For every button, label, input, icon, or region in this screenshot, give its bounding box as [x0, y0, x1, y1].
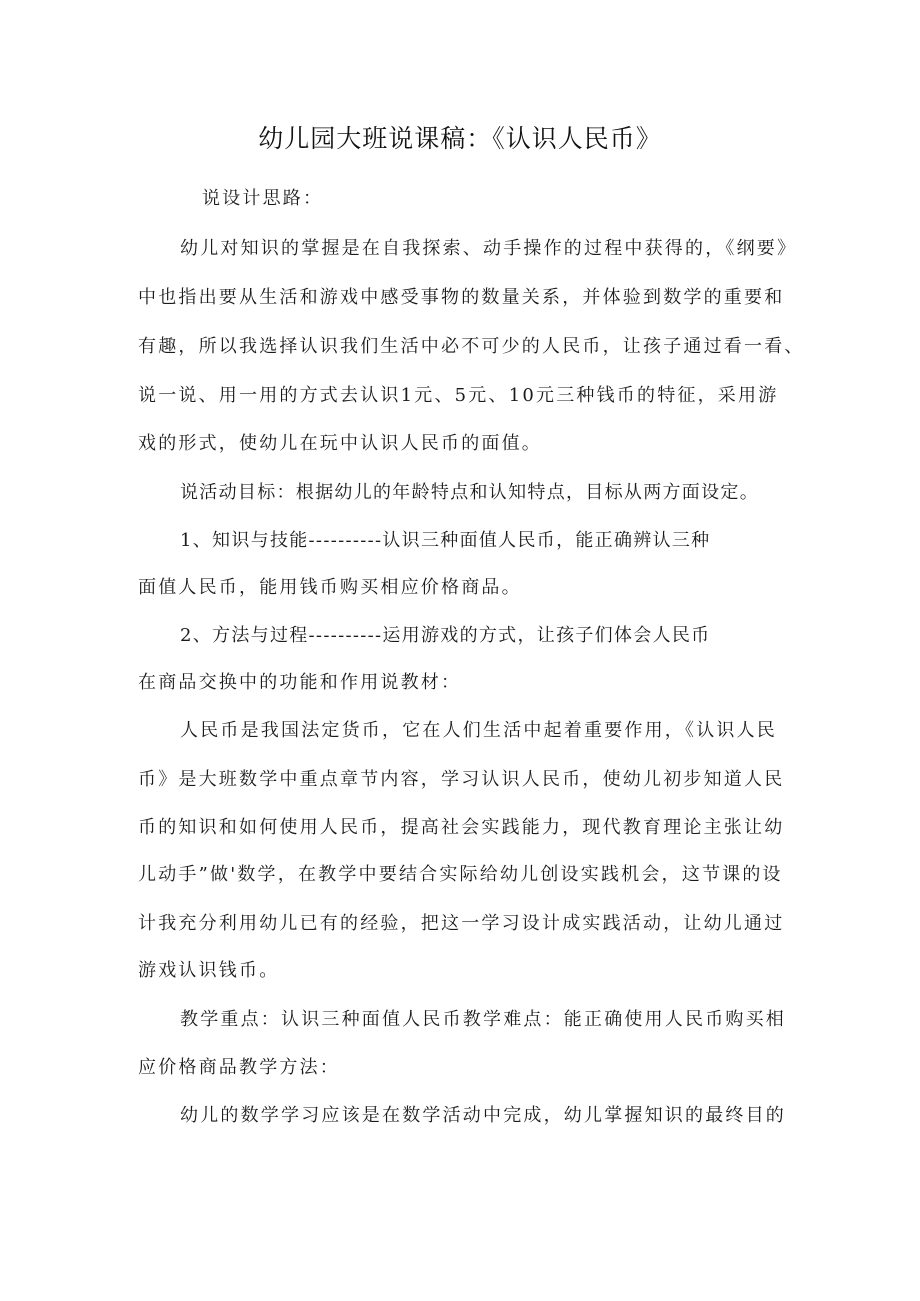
paragraph-line: 儿动手”做'数学，在教学中要结合实际给幼儿创设实践机会，这节课的设	[138, 864, 783, 885]
paragraph-line: 2、方法与过程----------运用游戏的方式，让孩子们体会人民币	[180, 625, 711, 646]
paragraph-line: 在商品交换中的功能和作用说教材：	[138, 672, 462, 693]
heading-design-idea: 说设计思路：	[202, 188, 324, 209]
paragraph-line: 游戏认识钱币。	[138, 960, 280, 981]
paragraph-line: 教学重点：认识三种面值人民币教学难点：能正确使用人民币购买相	[180, 1009, 786, 1030]
paragraph-line: 说一说、用一用的方式去认识1元、5元、10元三种钱币的特征，采用游	[138, 385, 779, 406]
document-title: 幼儿园大班说课稿：《认识人民币》	[258, 124, 662, 153]
paragraph-line: 计我充分利用幼儿已有的经验，把这一学习设计成实践活动，让幼儿通过	[138, 913, 785, 934]
paragraph-line: 1、知识与技能----------认识三种面值人民币，能正确辨认三种	[180, 530, 711, 551]
paragraph-line: 幼儿的数学学习应该是在数学活动中完成，幼儿掌握知识的最终目的	[180, 1105, 786, 1126]
paragraph-line: 币》是大班数学中重点章节内容，学习认识人民币，使幼儿初步知道人民	[138, 769, 785, 790]
paragraph-line: 有趣，所以我选择认识我们生活中必不可少的人民币，让孩子通过看一看、	[138, 336, 805, 357]
paragraph-line: 币的知识和如何使用人民币，提高社会实践能力，现代教育理论主张让幼	[138, 817, 785, 838]
paragraph-line: 戏的形式，使幼儿在玩中认识人民币的面值。	[138, 433, 542, 454]
paragraph-line: 应价格商品教学方法：	[138, 1057, 340, 1078]
paragraph-line: 说活动目标：根据幼儿的年龄特点和认知特点，目标从两方面设定。	[180, 482, 759, 503]
paragraph-line: 幼儿对知识的掌握是在自我探索、动手操作的过程中获得的，《纲要》	[180, 238, 798, 259]
paragraph-line: 面值人民币，能用钱币购买相应价格商品。	[138, 577, 522, 598]
paragraph-line: 中也指出要从生活和游戏中感受事物的数量关系，并体验到数学的重要和	[138, 287, 785, 308]
paragraph-line: 人民币是我国法定货币，它在人们生活中起着重要作用，《认识人民	[180, 720, 777, 741]
